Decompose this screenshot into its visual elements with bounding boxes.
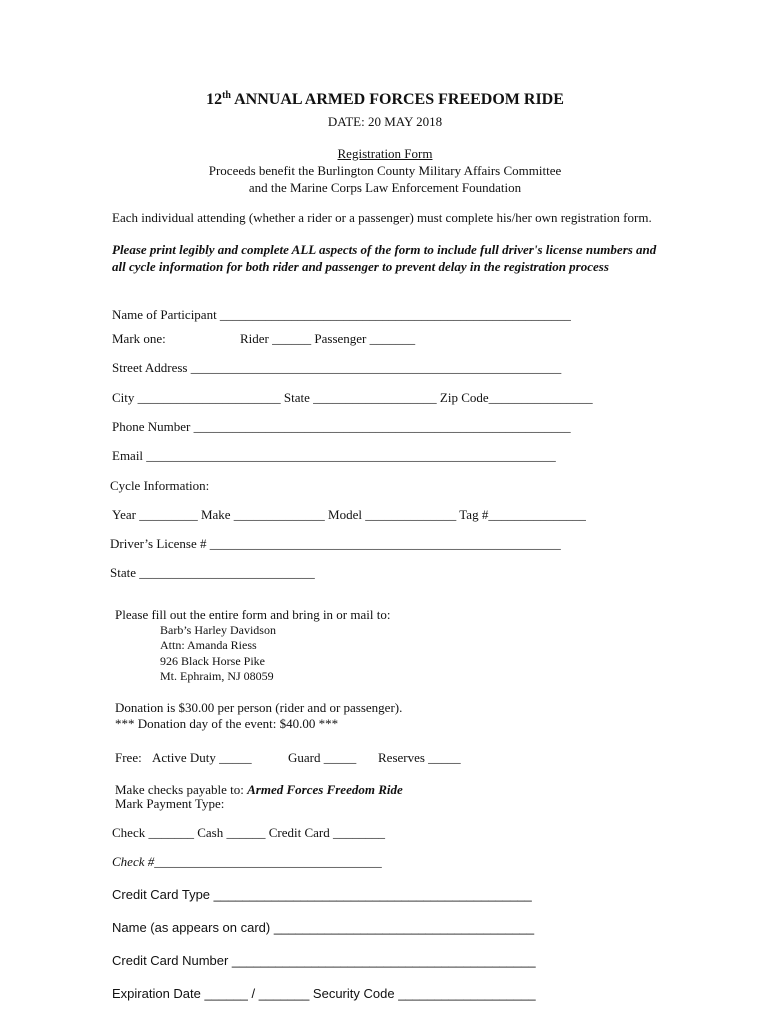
proceeds-line-1: Proceeds benefit the Burlington County Military Affairs Committee (208, 163, 562, 178)
payment-type-field[interactable]: Check _______ Cash ______ Credit Card ________ (112, 825, 385, 840)
proceeds-line-2: and the Marine Corps Law Enforcement Foundation (248, 180, 522, 195)
credit-card-type-field[interactable]: Credit Card Type ____________________________________________ (112, 887, 532, 902)
cycle-details-field[interactable]: Year _________ Make ______________ Model ______________ Tag #_______________ (112, 507, 586, 522)
rider-passenger-choice[interactable]: Rider ______ Passenger _______ (240, 331, 416, 346)
license-state-field[interactable]: State ___________________________ (110, 565, 315, 580)
free-label: Free: (115, 750, 142, 765)
phone-number-field[interactable]: Phone Number __________________________________________________________ (112, 419, 571, 434)
donation-day-of-event: *** Donation day of the event: $40.00 *** (115, 716, 339, 731)
title-number: 12 (206, 91, 223, 108)
donation-amount: Donation is $30.00 per person (rider and or passenger). (115, 700, 403, 715)
checks-payee: Armed Forces Freedom Ride (247, 782, 403, 797)
credit-card-number-field[interactable]: Credit Card Number __________________________________________ (112, 953, 536, 968)
street-address-field[interactable]: Street Address _________________________________________________________ (112, 360, 562, 375)
participant-name-field[interactable]: Name of Participant ______________________________________________________ (112, 307, 571, 322)
checks-payable-label: Make checks payable to: (115, 782, 248, 797)
mail-address-line: Attn: Amanda Riess (160, 638, 257, 652)
reserves-field[interactable]: Reserves _____ (378, 750, 461, 765)
registration-form-heading: Registration Form (337, 146, 433, 161)
intro-paragraph: Each individual attending (whether a rider or a passenger) must complete his/her own registration form. (112, 210, 652, 225)
mail-address-line: Barb’s Harley Davidson (160, 623, 276, 637)
mail-address-line: 926 Black Horse Pike (160, 654, 265, 668)
mail-address-line: Mt. Ephraim, NJ 08059 (160, 669, 274, 683)
event-date: DATE: 20 MAY 2018 (327, 114, 443, 129)
mail-instruction: Please fill out the entire form and bring in or mail to: (115, 607, 391, 622)
guard-field[interactable]: Guard _____ (288, 750, 357, 765)
cycle-information-heading: Cycle Information: (110, 478, 210, 493)
drivers-license-field[interactable]: Driver’s License # ______________________________________________________ (110, 536, 561, 551)
instructions-paragraph: Please print legibly and complete ALL aspects of the form to include full driver's license numbers and all cycle information for both rider and passenger to prevent delay in the registration process (112, 242, 657, 274)
active-duty-field[interactable]: Active Duty _____ (152, 750, 252, 765)
title-ordinal-suffix: th (222, 90, 231, 101)
mark-one-label: Mark one: (112, 331, 166, 346)
city-state-zip-field[interactable]: City ______________________ State ___________________ Zip Code________________ (112, 390, 593, 405)
email-field[interactable]: Email _______________________________________________________________ (112, 448, 556, 463)
mark-payment-type-label: Mark Payment Type: (115, 796, 225, 811)
title-text: ANNUAL ARMED FORCES FREEDOM RIDE (230, 91, 564, 108)
expiration-security-field[interactable]: Expiration Date ______ / _______ Security Code ___________________ (112, 986, 536, 1001)
form-title (0, 90, 770, 109)
check-number-field[interactable]: Check #___________________________________ (112, 854, 382, 869)
name-on-card-field[interactable]: Name (as appears on card) ____________________________________ (112, 920, 535, 935)
